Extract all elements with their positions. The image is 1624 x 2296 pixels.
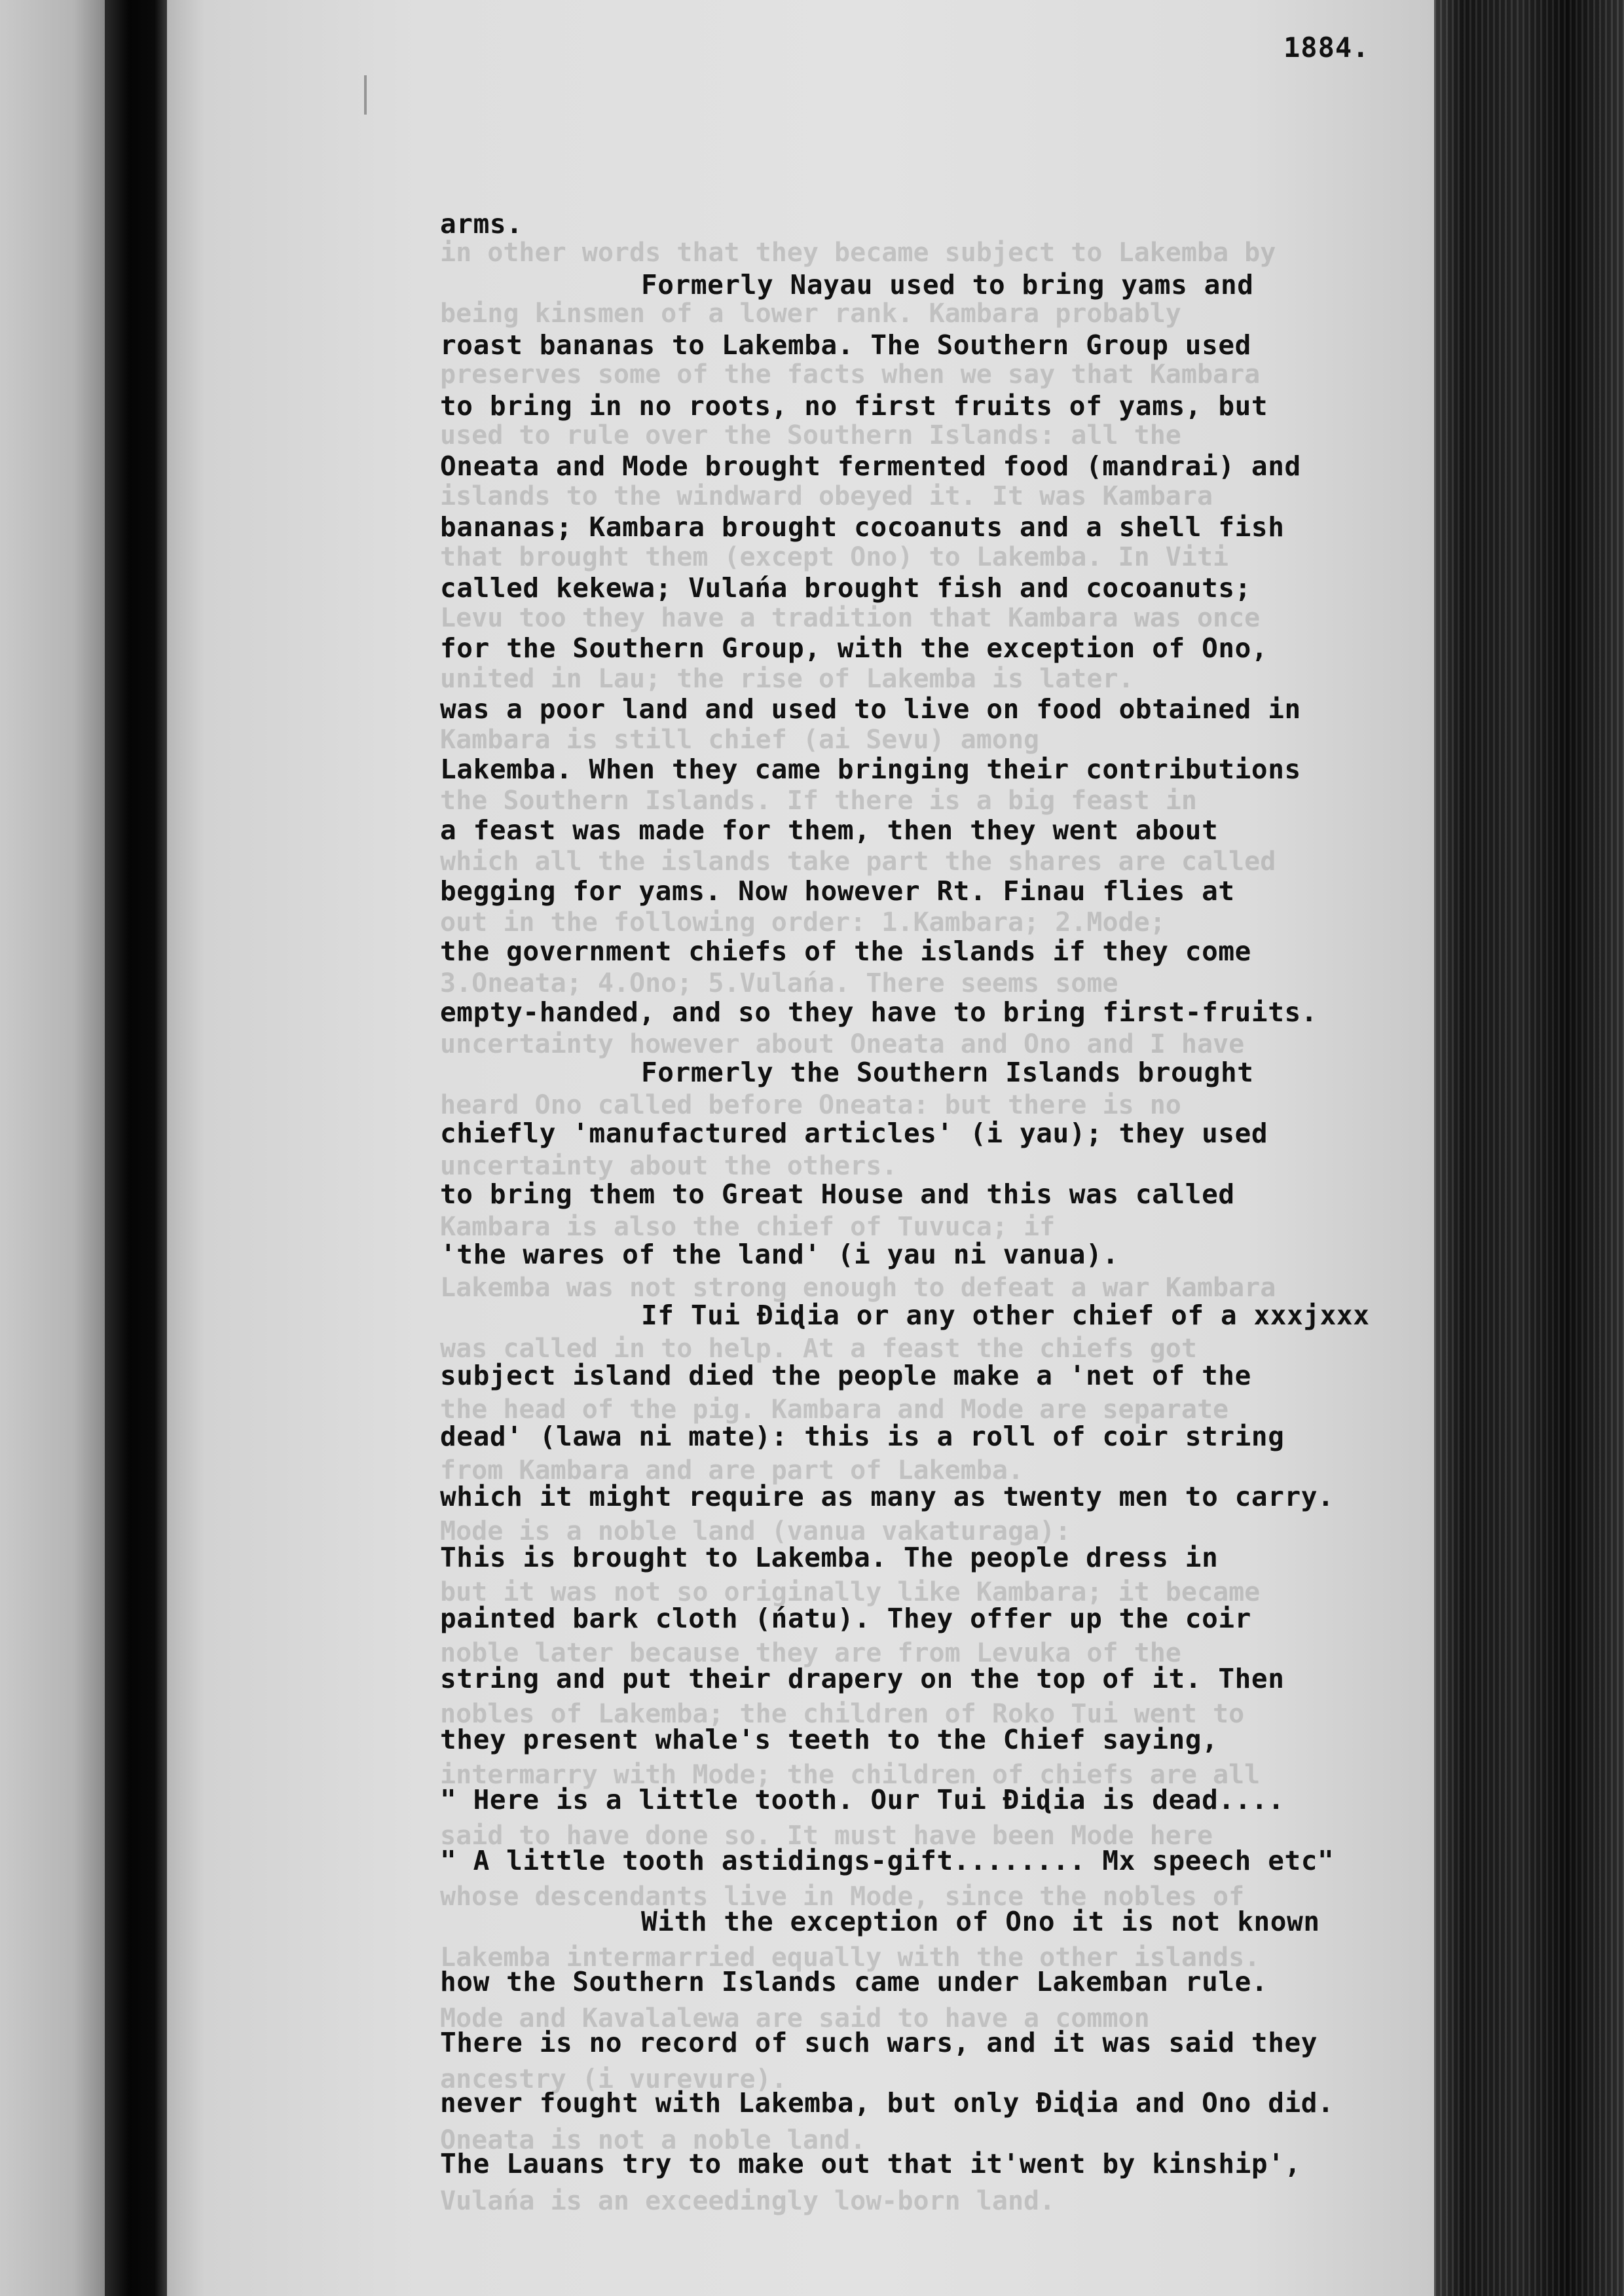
text-line: bananas; Kambara brought cocoanuts and a shell fish [440, 511, 1285, 543]
text-line: 'the wares of the land' (i yau ni vanua). [440, 1239, 1119, 1271]
text-line: This is brought to Lakemba. The people dress in [440, 1542, 1219, 1574]
text-line: to bring them to Great House and this was called [440, 1178, 1235, 1210]
bleed-through-line: heard Ono called before Oneata: but there is no [440, 1090, 1181, 1120]
bleed-through-line: noble later because they are from Levuka of the [440, 1638, 1181, 1668]
bleed-through-line: islands to the windward obeyed it. It was Kambara [440, 481, 1213, 511]
bleed-through-line: Lakemba was not strong enough to defeat a war Kambara [440, 1273, 1276, 1303]
text-line: The Lauans try to make out that it'went by kinship', [440, 2148, 1301, 2179]
bleed-through-line: preserves some of the facts when we say that Kambara [440, 359, 1261, 390]
text-line: dead' (lawa ni mate): this is a roll of coir string [440, 1420, 1285, 1452]
bleed-through-line: Lakemba intermarried equally with the other islands. [440, 1942, 1261, 1973]
bleed-through-line: 3.Oneata; 4.Ono; 5.Vulańa. There seems some [440, 968, 1118, 998]
text-line: chiefly 'manufactured articles' (i yau); they used [440, 1117, 1268, 1149]
bleed-through-line: Kambara is still chief (ai Sevu) among [440, 725, 1040, 755]
text-line: Formerly Nayau used to bring yams and [641, 268, 1254, 301]
text-line: If Tui Ɖiɖia or any other chief of a xxxjxxx [641, 1299, 1370, 1331]
bleed-through-line: the head of the pig. Kambara and Mode are separate [440, 1394, 1229, 1425]
text-line: There is no record of such wars, and it was said they [440, 2026, 1318, 2058]
text-line: called kekewa; Vulańa brought fish and cocoanuts; [440, 572, 1251, 604]
bleed-through-line: Mode is a noble land (vanua vakaturaga): [440, 1516, 1071, 1546]
text-line: begging for yams. Now however Rt. Finau flies at [440, 875, 1235, 907]
bleed-through-line: nobles of Lakemba; the children of Roko Tui went to [440, 1699, 1245, 1729]
bleed-through-line: which all the islands take part the shares are called [440, 847, 1276, 877]
bleed-through-line: Levu too they have a tradition that Kambara was once [440, 603, 1261, 633]
text-line: never fought with Lakemba, but only Ɖiɖia and Ono did. [440, 2087, 1335, 2119]
text-line: arms. [440, 208, 523, 240]
bleed-through-line: from Kambara and are part of Lakemba. [440, 1455, 1024, 1485]
bleed-through-line: uncertainty about the others. [440, 1151, 898, 1181]
text-line: roast bananas to Lakemba. The Southern Group used [440, 329, 1251, 361]
bleed-through-line: ancestry (i vurevure). [440, 2064, 787, 2094]
text-line: With the exception of Ono it is not known [641, 1905, 1320, 1937]
text-line: " Here is a little tooth. Our Tui Ɖiɖia is dead.... [440, 1784, 1285, 1816]
text-line: Oneata and Mode brought fermented food (mandrai) and [440, 450, 1301, 483]
page-number: 1884. [1283, 31, 1370, 64]
bleed-through-line: Oneata is not a noble land. [440, 2125, 866, 2155]
typed-text-body [440, 194, 1435, 2195]
text-line: a feast was made for them, then they went about [440, 814, 1219, 846]
text-line: string and put their drapery on the top of it. Then [440, 1663, 1285, 1695]
bleed-through-line: said to have done so. It must have been Mode here [440, 1821, 1213, 1851]
bleed-through-line: Mode and Kavalalewa are said to have a common [440, 2003, 1150, 2033]
bleed-through-line: whose descendants live in Mode, since the nobles of [440, 1882, 1245, 1912]
bleed-through-line: the Southern Islands. If there is a big feast in [440, 786, 1197, 816]
bleed-through-line: used to rule over the Southern Islands: all the [440, 420, 1181, 450]
text-line: they present whale's teeth to the Chief saying, [440, 1723, 1219, 1755]
text-line: Formerly the Southern Islands brought [641, 1057, 1254, 1089]
bleed-through-line: intermarry with Mode; the children of chiefs are all [440, 1760, 1261, 1790]
text-line: painted bark cloth (ńatu). They offer up the coir [440, 1602, 1251, 1634]
binding-shadow-bar [105, 0, 167, 2296]
bleed-through-line: Vulańa is an exceedingly low-born land. [440, 2186, 1056, 2216]
text-line: for the Southern Group, with the exception of Ono, [440, 632, 1268, 665]
bleed-through-line: in other words that they became subject to Lakemba by [440, 238, 1276, 268]
text-line: was a poor land and used to live on food obtained in [440, 693, 1301, 725]
text-line: subject island died the people make a 'net of the [440, 1360, 1251, 1392]
right-page-edge [1434, 0, 1624, 2296]
bleed-through-line: being kinsmen of a lower rank. Kambara probably [440, 299, 1181, 329]
text-line: which it might require as many as twenty men to carry. [440, 1481, 1335, 1513]
bleed-through-line: out in the following order: 1.Kambara; 2.Mode; [440, 907, 1166, 938]
bleed-through-line: united in Lau; the rise of Lakemba is later. [440, 664, 1134, 694]
pencil-tick-mark [364, 75, 367, 115]
bleed-through-line: but it was not so originally like Kambara; it became [440, 1577, 1261, 1607]
text-line: " A little tooth astidings-gift........ Mx speech etc" [440, 1845, 1335, 1877]
bleed-through-line: was called in to help. At a feast the chiefs got [440, 1334, 1197, 1364]
bleed-through-line: Kambara is also the chief of Tuvuca; if [440, 1212, 1056, 1242]
bleed-through-line: uncertainty however about Oneata and Ono and I have [440, 1029, 1245, 1059]
text-line: to bring in no roots, no first fruits of yams, but [440, 390, 1268, 422]
text-line: Lakemba. When they came bringing their contributions [440, 754, 1301, 786]
left-margin-strip [0, 0, 105, 2296]
text-line: how the Southern Islands came under Lakemban rule. [440, 1966, 1268, 1998]
bleed-through-line: that brought them (except Ono) to Lakemba. In Viti [440, 542, 1229, 572]
text-line: the government chiefs of the islands if they come [440, 936, 1251, 968]
text-line: empty-handed, and so they have to bring first-fruits. [440, 996, 1318, 1028]
